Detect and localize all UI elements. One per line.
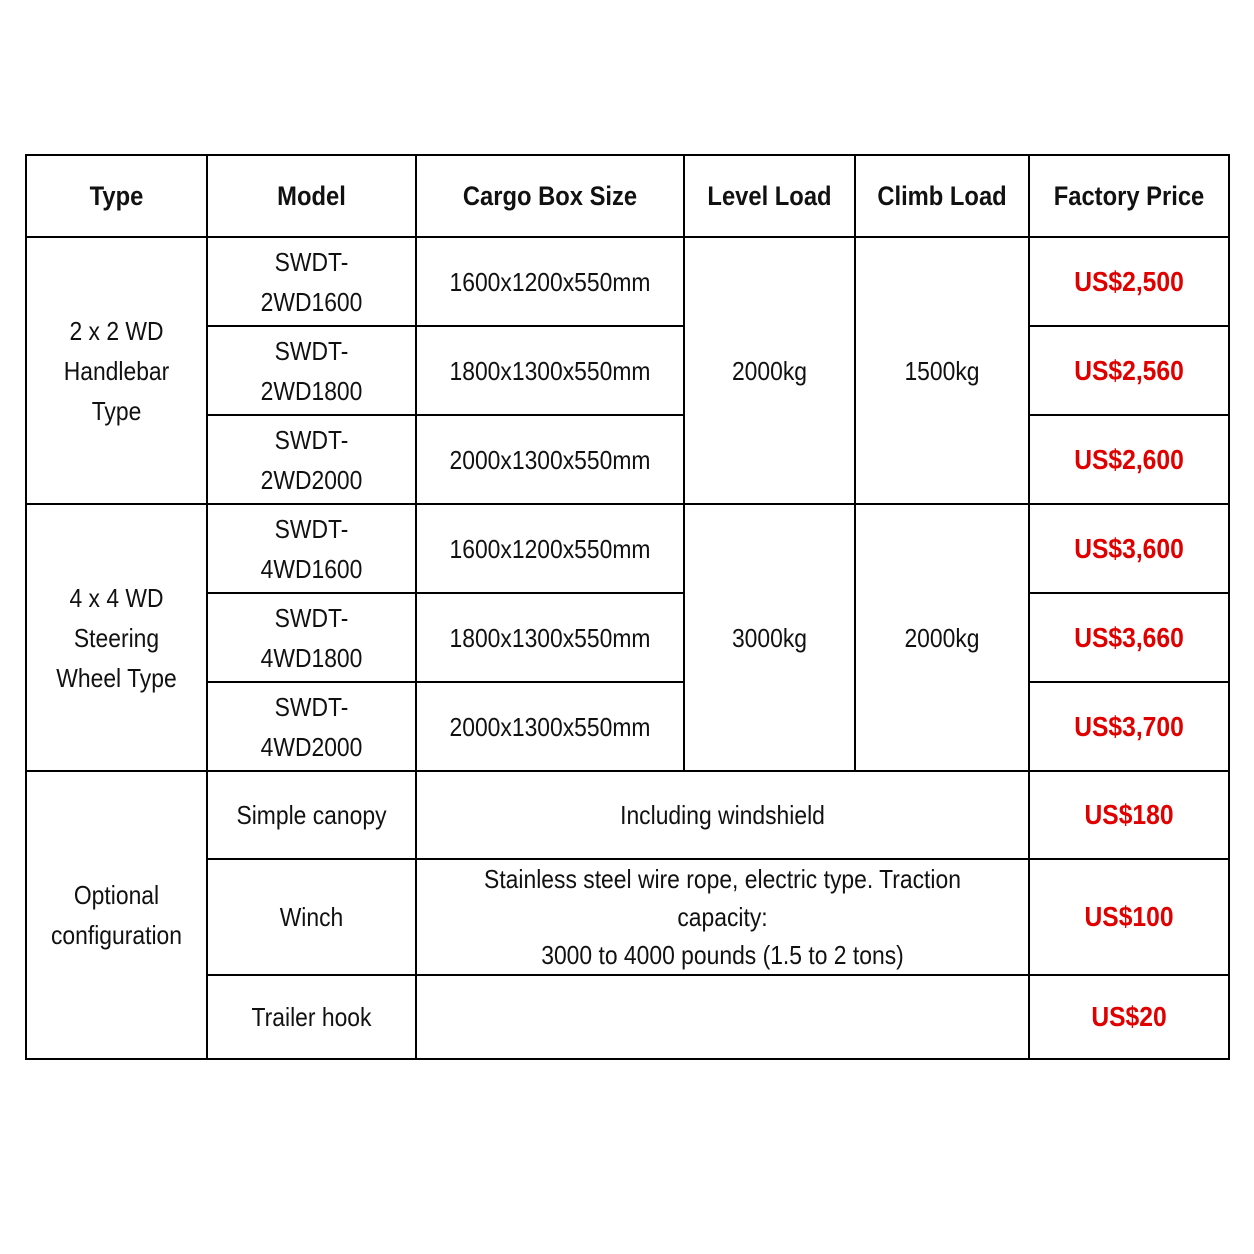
size-cell: 2000x1300x550mm (432, 415, 668, 504)
table-row (26, 975, 1229, 1059)
option-desc-line: 3000 to 4000 pounds (1.5 to 2 tons) (541, 940, 904, 970)
price-cell: US$3,660 (1041, 593, 1217, 682)
size-cell: 1800x1300x550mm (432, 593, 668, 682)
type-line: configuration (50, 920, 183, 950)
level-load-cell: 3000kg (694, 504, 844, 771)
price-table (25, 154, 1230, 1060)
climb-load-cell: 1500kg (865, 237, 1018, 504)
size-cell: 1600x1200x550mm (432, 237, 668, 326)
type-line: 2 x 2 WD (69, 315, 164, 346)
option-name-cell: Winch (220, 859, 404, 975)
type-cell-optional (37, 771, 196, 1059)
price-cell: US$100 (1041, 859, 1217, 975)
model-cell: SWDT-2WD2000 (220, 415, 404, 504)
table-row (26, 859, 1229, 975)
model-cell: SWDT-2WD1600 (220, 237, 404, 326)
option-name-cell: Trailer hook (220, 975, 404, 1059)
option-name-cell: Simple canopy (220, 771, 404, 859)
price-cell: US$3,700 (1041, 682, 1217, 771)
type-line: Wheel Type (56, 662, 177, 693)
price-cell: US$3,600 (1041, 504, 1217, 593)
table-row (26, 504, 1229, 593)
header-climb-load: Climb Load (865, 155, 1018, 237)
type-line: Handlebar (63, 355, 170, 386)
type-line: Optional (73, 880, 160, 910)
table-row (26, 771, 1229, 859)
option-desc-line: Stainless steel wire rope, electric type. Traction capacity: (484, 864, 961, 932)
price-cell: US$180 (1041, 771, 1217, 859)
header-type: Type (37, 155, 196, 237)
type-cell-4wd (37, 504, 196, 771)
climb-load-cell: 2000kg (865, 504, 1018, 771)
price-cell: US$2,560 (1041, 326, 1217, 415)
level-load-cell: 2000kg (694, 237, 844, 504)
type-line: Steering (73, 622, 160, 653)
price-cell: US$2,500 (1041, 237, 1217, 326)
option-desc-cell (453, 771, 992, 859)
price-cell: US$20 (1041, 975, 1217, 1059)
model-cell: SWDT-4WD2000 (220, 682, 404, 771)
type-line: Type (91, 395, 142, 426)
model-cell: SWDT-4WD1800 (220, 593, 404, 682)
header-cargo-box-size: Cargo Box Size (432, 155, 668, 237)
option-desc-cell (453, 859, 992, 975)
type-line: 4 x 4 WD (69, 582, 164, 613)
table-row (26, 593, 1229, 682)
size-cell: 1800x1300x550mm (432, 326, 668, 415)
table-row (26, 326, 1229, 415)
header-model: Model (220, 155, 404, 237)
table-row (26, 682, 1229, 771)
model-cell: SWDT-2WD1800 (220, 326, 404, 415)
table-row (26, 237, 1229, 326)
model-cell: SWDT-4WD1600 (220, 504, 404, 593)
header-row (26, 155, 1229, 237)
size-cell: 1600x1200x550mm (432, 504, 668, 593)
option-desc-line: Including windshield (620, 800, 825, 830)
size-cell: 2000x1300x550mm (432, 682, 668, 771)
price-cell: US$2,600 (1041, 415, 1217, 504)
table-row (26, 415, 1229, 504)
header-level-load: Level Load (694, 155, 844, 237)
type-cell-2wd (37, 237, 196, 504)
header-factory-price: Factory Price (1041, 155, 1217, 237)
option-desc-cell-empty (453, 975, 992, 1059)
